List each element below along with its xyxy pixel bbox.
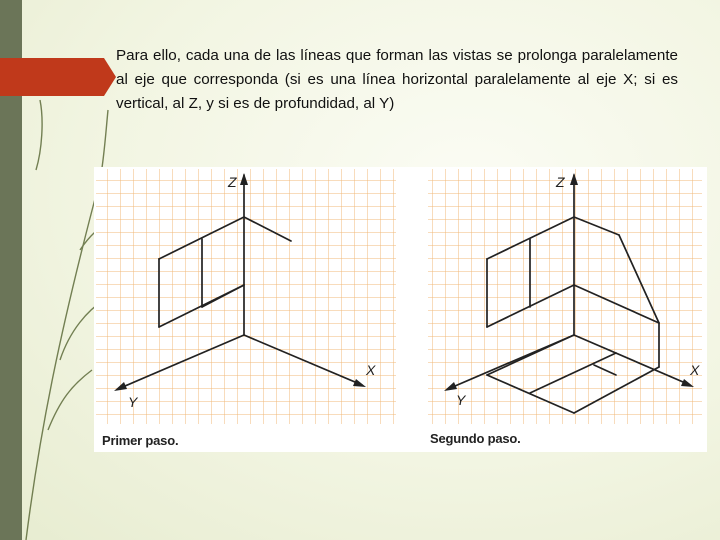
caption-segundo-paso: Segundo paso. xyxy=(430,431,521,446)
z-axis-label-right: Z xyxy=(556,174,565,190)
y-axis-label-left: Y xyxy=(128,394,138,410)
isometric-drawing xyxy=(94,167,707,452)
caption-primer-paso: Primer paso. xyxy=(102,433,179,448)
x-axis-label-right: X xyxy=(690,362,700,378)
x-axis-label-left: X xyxy=(366,362,376,378)
title-accent-bar xyxy=(0,58,104,96)
isometric-figure xyxy=(94,167,707,452)
grid-right xyxy=(428,169,702,424)
z-axis-label-left: Z xyxy=(228,174,237,190)
body-paragraph: Para ello, cada una de las líneas que forman las vistas se prolonga paralelamente al eje que corresponda (si es una línea horizontal paralelamente al eje X; si es vertical, al Z, y si es de profundidad, al Y) xyxy=(116,47,678,112)
title-accent-arrow xyxy=(104,58,116,96)
y-axis-label-right: Y xyxy=(456,392,466,408)
grid-left xyxy=(96,169,396,424)
